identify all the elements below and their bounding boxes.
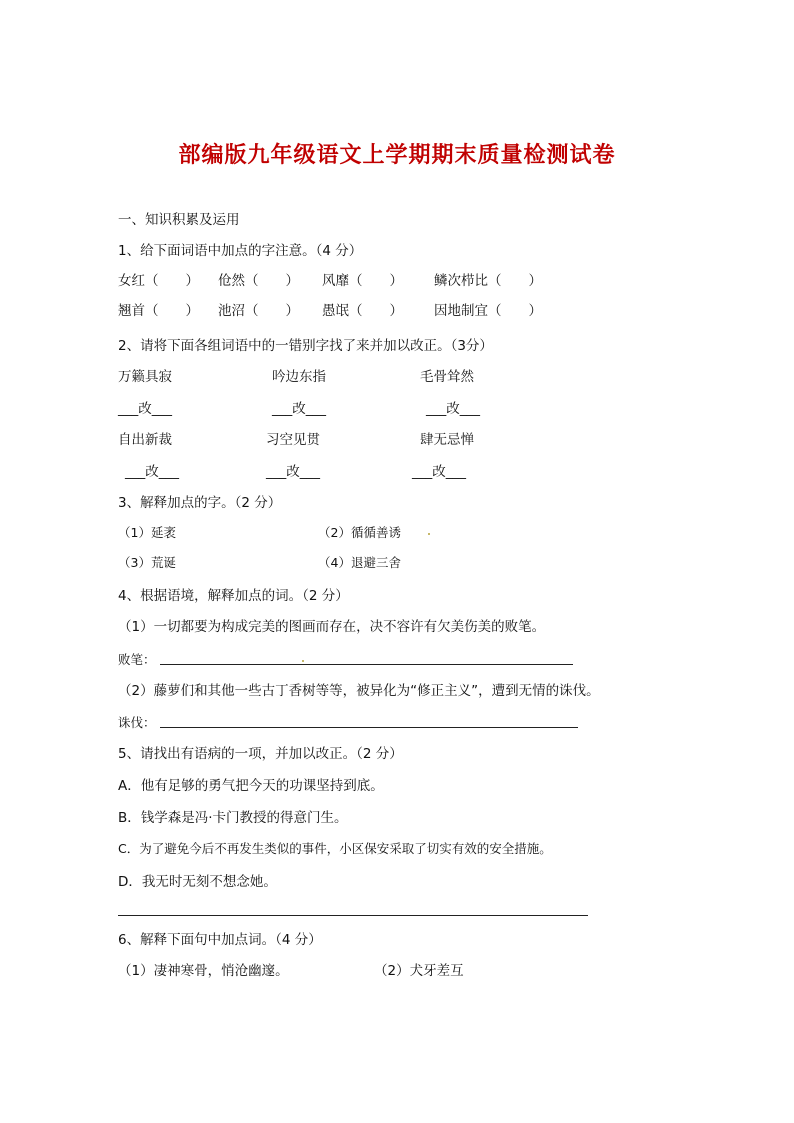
section-heading: 一、知识积累及运用 <box>118 212 240 228</box>
q1-item: 鳞次栉比（ ） <box>434 273 542 289</box>
q2-word: 自出新裁 <box>118 432 172 448</box>
ink-speck <box>428 533 430 535</box>
answer-line[interactable] <box>160 727 578 728</box>
q3-item: （1）延袤 <box>118 525 176 540</box>
q2-word: 吟边东指 <box>272 369 326 385</box>
q2-correction-blank[interactable]: ___改___ <box>125 464 179 480</box>
q3-item: （4）退避三舍 <box>318 555 401 570</box>
question-1-heading: 1、给下面词语中加点的字注意。（4 分） <box>118 243 363 259</box>
q1-item: 池沼（ ） <box>218 303 299 319</box>
q4-sentence-2: （2）藤萝们和其他一些古丁香树等等，被异化为“修正主义”，遭到无情的诛伐。 <box>118 683 600 699</box>
q2-correction-blank[interactable]: ___改___ <box>272 401 326 417</box>
q4-sentence-1: （1）一切都要为构成完美的图画而存在，决不容许有欠美伤美的败笔。 <box>118 619 546 635</box>
q2-word: 肆无忌惮 <box>420 432 474 448</box>
q2-correction-blank[interactable]: ___改___ <box>412 464 466 480</box>
q1-item: 风靡（ ） <box>322 273 403 289</box>
q2-word: 万籁具寂 <box>118 369 172 385</box>
question-5-heading: 5、请找出有语病的一项，并加以改正。（2 分） <box>118 746 403 762</box>
q2-correction-blank[interactable]: ___改___ <box>426 401 480 417</box>
q3-item: （3）荒诞 <box>118 555 176 570</box>
q5-option-c: C．为了避免今后不再发生类似的事件，小区保安采取了切实有效的安全措施。 <box>118 841 552 856</box>
page-title: 部编版九年级语文上学期期末质量检测试卷 <box>178 142 616 168</box>
q4-answer-label-1: 败笔： <box>118 652 156 667</box>
q2-word: 习空见贯 <box>266 432 320 448</box>
q5-option-d: D．我无时无刻不想念她。 <box>118 874 277 890</box>
q1-item: 因地制宜（ ） <box>434 303 542 319</box>
question-2-heading: 2、请将下面各组词语中的一错别字找了来并加以改正。（3分） <box>118 338 493 354</box>
q4-answer-label-2: 诛伐： <box>118 715 156 730</box>
q1-item: 女红（ ） <box>118 273 199 289</box>
q6-item: （1）凄神寒骨，悄沧幽邃。 <box>118 963 289 979</box>
q5-option-b: B．钱学森是冯·卡门教授的得意门生。 <box>118 810 348 826</box>
q2-correction-blank[interactable]: ___改___ <box>266 464 320 480</box>
answer-line[interactable] <box>160 664 573 665</box>
q1-item: 翘首（ ） <box>118 303 199 319</box>
q2-word: 毛骨耸然 <box>420 369 474 385</box>
question-3-heading: 3、解释加点的字。（2 分） <box>118 495 282 511</box>
ink-speck <box>302 660 304 662</box>
q1-item: 伧然（ ） <box>218 273 299 289</box>
q2-correction-blank[interactable]: ___改___ <box>118 401 172 417</box>
q6-item: （2）犬牙差互 <box>374 963 464 979</box>
q5-option-a: A．他有足够的勇气把今天的功课坚持到底。 <box>118 778 384 794</box>
answer-line[interactable] <box>118 915 588 916</box>
question-6-heading: 6、解释下面句中加点词。（4 分） <box>118 932 322 948</box>
question-4-heading: 4、根据语境，解释加点的词。（2 分） <box>118 588 349 604</box>
q3-item: （2）循循善诱 <box>318 525 401 540</box>
q1-item: 愚氓（ ） <box>322 303 403 319</box>
